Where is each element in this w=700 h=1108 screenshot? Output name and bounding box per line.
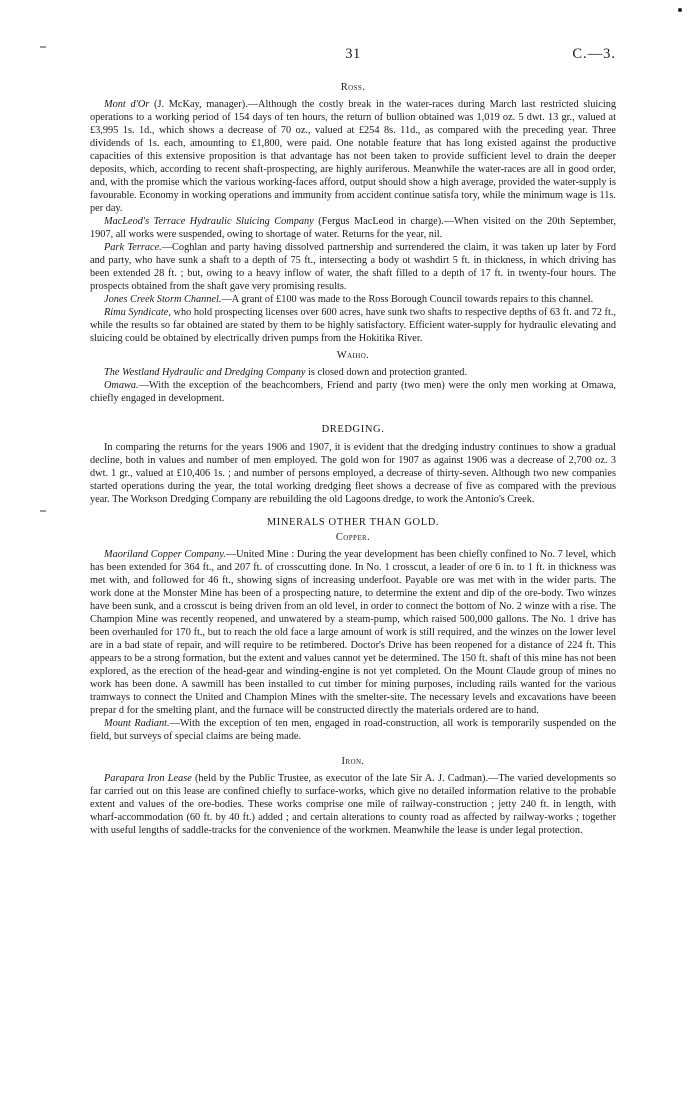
entry-text: (Fergus MacLeod in charge).—When visited on the 20th September, 1907, all works were suspended, owing to shortage of water. Returns for the year, nil. bbox=[90, 216, 616, 240]
page-number: 31 bbox=[345, 46, 361, 62]
section-heading-waiho: Waiho. bbox=[336, 350, 370, 361]
entry-name: Park Terrace. bbox=[104, 242, 162, 253]
entry-text: who hold prospecting licenses over 600 acres, have sunk two shafts to respective depths of 63 ft. and 72 ft., while the results so far obtained are stated by them to be highly satisfactory. Efficient water-supply for hydraulic elevating and sluicing could be obtained by electrically driven pumps from the Hokitika River. bbox=[90, 307, 616, 344]
entry-name: Jones Creek Storm Channel. bbox=[104, 294, 222, 305]
entry-text: —With the exception of the beachcombers, Friend and party (two men) were the only men working at Omawa, chiefly engaged in development. bbox=[90, 380, 616, 404]
entry-text: (J. McKay, manager).—Although the costly break in the water-races during March last restricted sluicing operations to a working period of 154 days of ten hours, the return of bullion obtained was 1,019 oz. 5 dwt. 13 gr., valued at £3,995 1s. 1d., which shows a decrease of 70 oz., valued at £254 8s. 11d., as compared with the preceding year. Three dividends of 1s. each, amounting to £1,800, were paid. One notable feature that has long existed against the productive capacities of this extensive proposition is that advantage has not been taken to provide sufficient level to drain the deeper deposits, which, according to recent shaft-prospecting, are highly auriferous. Meanwhile the water-races are all in good order, and, with the promise which the various working-faces afford, output should show a high average, provided the water-supply is favourable. Economy in working operations and immunity from accident continue satisfa tory, while the minimum wage is 11s. per day. bbox=[90, 99, 616, 214]
paragraph-jones-creek bbox=[90, 293, 616, 306]
entry-name: MacLeod's Terrace Hydraulic Sluicing Company bbox=[104, 216, 314, 227]
entry-name: Parapara Iron Lease bbox=[104, 773, 192, 784]
entry-name: The Westland Hydraulic and Dredging Company bbox=[104, 367, 306, 378]
entry-name: Maoriland Copper Company. bbox=[104, 549, 226, 560]
paragraph-macleod bbox=[90, 215, 616, 241]
margin-mark bbox=[40, 46, 46, 48]
subheading-copper: Copper. bbox=[335, 532, 371, 543]
paragraph-parapara bbox=[90, 772, 616, 837]
entry-name: Omawa. bbox=[104, 380, 139, 391]
entry-name: Rimu Syndicate, bbox=[104, 307, 171, 318]
page-body bbox=[90, 78, 616, 837]
entry-text: (held by the Public Trustee, as executor of the late Sir A. J. Cadman).—The varied developments so far carried out on this lease are confined chiefly to surface-works, which give no detailed information relative to the probable extent and values of the ore-bodies. These works comprise one mile of railway-construction ; jetty 240 ft. in length, with wharf-accommodation (60 ft. by 40 ft.) added ; and certain alterations to county road as affected by railway-works ; together with useful lengths of saddle-tracks for the convenience of the workmen. Meanwhile the lease is under legal protection. bbox=[90, 773, 616, 836]
dredging-text: In comparing the returns for the years 1906 and 1907, it is evident that the dredging industry continues to show a gradual decline, both in values and number of men employed. The gold won for 1907 as against 1906 was a decrease of 2,700 oz. 3 dwt. 1 gr., valued at £10,406 1s. ; and number of persons employed, a decrease of thirty-seven. Although two new companies started operations during the year, the total working dredging fleet shows a decrease of five as compared with the previous year. The Workson Dredging Company are rebuilding the old Lagoons dredge, to work the Antonio's Creek. bbox=[90, 442, 616, 505]
entry-text: is closed down and protection granted. bbox=[305, 367, 468, 378]
section-heading-ross: Ross. bbox=[340, 82, 366, 93]
subheading-iron: Iron. bbox=[341, 756, 365, 767]
corner-dot bbox=[678, 8, 682, 12]
entry-text: —With the exception of ten men, engaged in road-construction, all work is temporarily suspended on the field, but surveys of special claims are being made. bbox=[90, 718, 617, 742]
page-header bbox=[90, 46, 616, 68]
paragraph-park-terrace bbox=[90, 241, 616, 293]
paragraph-dredging bbox=[90, 441, 616, 506]
paragraph-mont-dor bbox=[90, 98, 616, 215]
entry-name: Mont d'Or bbox=[104, 99, 150, 110]
paragraph-mount-radiant bbox=[90, 717, 616, 743]
paragraph-maoriland bbox=[90, 548, 616, 717]
entry-name: Mount Radiant. bbox=[104, 718, 170, 729]
document-code: C.—3. bbox=[572, 46, 616, 62]
paragraph-omawa bbox=[90, 379, 616, 405]
section-heading-dredging: DREDGING. bbox=[321, 424, 385, 435]
margin-mark bbox=[40, 510, 46, 512]
entry-text: —Coghlan and party having dissolved partnership and surrendered the claim, it was taken up later by Ford and party, who have sunk a shaft to a depth of 75 ft., intersecting a body ot washdirt 5 ft. in thickness, in which driving has been extended 28 ft. ; but, owing to a heavy inflow of water, the shaft filled to a depth of 17 ft. in twenty-four hours. The prospects obtained from the shaft gave very promising results. bbox=[90, 242, 616, 292]
section-heading-minerals: MINERALS OTHER THAN GOLD. bbox=[266, 517, 440, 528]
paragraph-westland bbox=[90, 366, 616, 379]
paragraph-rimu bbox=[90, 306, 616, 345]
entry-text: —A grant of £100 was made to the Ross Borough Council towards repairs to this channel. bbox=[221, 294, 594, 305]
entry-text: —United Mine : During the year development has been chiefly confined to No. 7 level, which has been extended for 364 ft., and 207 ft. of crosscutting done. In No. 1 crosscut, a leader of ore 6 in. to 1 ft. in thickness was met with, and followed for 46 ft., showing signs of increasing underfoot. Payable ore was met with in the wider parts. The work done at the Monster Mine has been of a prospecting nature, to determine the extent and dip of the ore-body. Two winzes have been sunk, and a crosscut is being driven from an old level, in order to connect the bottom of No. 2 winze with a rise. The Champion Mine was recently reopened, and unwatered by a steam-pump, which raised 500,000 gallons. The No. 1 drive has been overhauled for 170 ft., but to reach the old face a large amount of work is still required, and the winzes on the lower level are in a bad state of repair, and will require to be retimbered. Doctor's Drive has been reopened for a distance of 224 ft. This appears to be a strong formation, but the extent and values cannot yet be determined. The 150 ft. shaft of this mine has not been explored, as the erection of the head-gear and winding-engine is not yet completed. On the Mount Claude group of mines no work has been done. A sawmill has been installed to cut timber for mining purposes, including rails wanted for the various tramways to connect the United and Champion Mines with the smelter-site. The necessary levels and excavations have beeen prepar d for the smelting plant, and the furnace will be constructed directly the materials ordered are to hand. bbox=[90, 549, 617, 716]
